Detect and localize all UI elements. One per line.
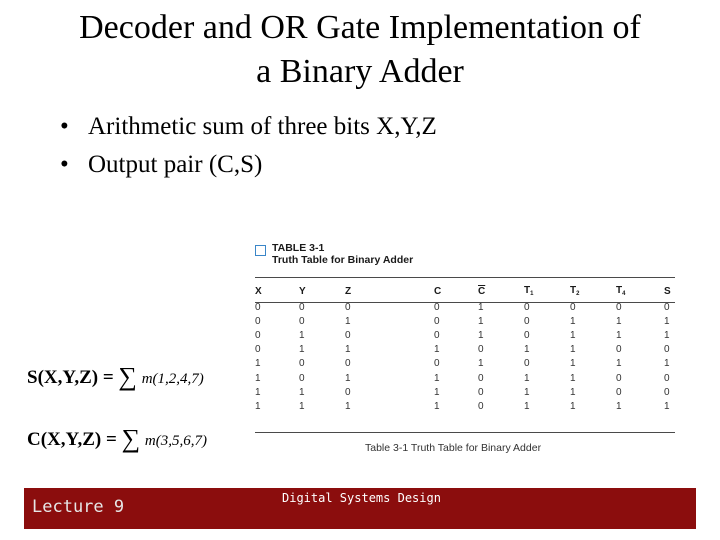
- table-cell: 1: [524, 400, 530, 412]
- table-cell: 1: [345, 372, 351, 384]
- table-body: [255, 300, 675, 414]
- table-cell: 1: [524, 344, 530, 356]
- truth-table: [255, 282, 675, 414]
- sum-lhs: S(X,Y,Z) =: [27, 367, 114, 388]
- table-cell: 1: [434, 344, 440, 356]
- table-cell: 0: [345, 329, 351, 341]
- table-cell: 1: [478, 358, 484, 370]
- table-cell: 1: [299, 329, 305, 341]
- table-cell: 0: [299, 301, 305, 313]
- table-cell: 1: [570, 358, 576, 370]
- table-cell: 0: [478, 400, 484, 412]
- table-cell: 1: [524, 372, 530, 384]
- table-cell: 1: [664, 315, 670, 327]
- table-cell: 0: [345, 358, 351, 370]
- table-cell: 0: [299, 358, 305, 370]
- table-row: [255, 300, 675, 314]
- table-cell: 0: [255, 344, 261, 356]
- course-label: Digital Systems Design: [282, 491, 441, 505]
- table-cell: 1: [434, 400, 440, 412]
- table-cell: 0: [478, 344, 484, 356]
- title-line-1: Decoder and OR Gate Implementation of: [79, 9, 641, 46]
- table-cell: 0: [664, 386, 670, 398]
- table-header-row: [255, 282, 675, 300]
- bullet-dot: •: [60, 151, 69, 178]
- table-cell: 0: [434, 315, 440, 327]
- table-cell: 1: [524, 386, 530, 398]
- carry-minterms: m(3,5,6,7): [144, 433, 207, 449]
- header-t2: $T_2$: [570, 285, 580, 297]
- table-cell: 1: [345, 315, 351, 327]
- bullet-text: Output pair (C,S): [88, 151, 263, 178]
- table-cell: 1: [345, 400, 351, 412]
- table-cell: 0: [664, 344, 670, 356]
- bullet-list: [60, 108, 437, 184]
- table-row: [255, 371, 675, 385]
- table-cell: 0: [255, 315, 261, 327]
- table-cell: 1: [664, 400, 670, 412]
- table-cell: 1: [255, 358, 261, 370]
- table-cell: 0: [524, 301, 530, 313]
- table-cell: 1: [570, 372, 576, 384]
- table-caption: Truth Table for Binary Adder: [272, 254, 414, 266]
- table-cell: 1: [255, 372, 261, 384]
- table-cell: 0: [434, 358, 440, 370]
- table-cell: 1: [616, 329, 622, 341]
- table-cell: 1: [616, 358, 622, 370]
- table-top-rule: [255, 277, 675, 278]
- table-cell: 1: [255, 400, 261, 412]
- table-cell: 0: [524, 315, 530, 327]
- table-row: [255, 314, 675, 328]
- table-cell: 0: [345, 386, 351, 398]
- table-cell: 0: [524, 329, 530, 341]
- header-z: Z: [345, 285, 352, 297]
- table-cell: 1: [478, 301, 484, 313]
- table-footer-caption: Table 3-1 Truth Table for Binary Adder: [365, 442, 542, 454]
- table-cell: 1: [664, 329, 670, 341]
- truth-table-figure: [255, 242, 675, 456]
- table-marker-icon: [255, 245, 266, 256]
- table-cell: 1: [616, 400, 622, 412]
- table-cell: 0: [616, 344, 622, 356]
- table-cell: 1: [434, 386, 440, 398]
- table-cell: 1: [616, 315, 622, 327]
- table-cell: 1: [478, 329, 484, 341]
- header-y: Y: [299, 285, 306, 297]
- slide-title: [0, 6, 720, 94]
- title-line-2: a Binary Adder: [256, 53, 464, 90]
- table-row: [255, 343, 675, 357]
- carry-equation: [27, 424, 207, 454]
- footer-bar: [24, 488, 696, 529]
- lecture-label: Lecture 9: [32, 497, 125, 517]
- table-cell: 0: [345, 301, 351, 313]
- bullet-dot: •: [60, 113, 69, 140]
- table-cell: 1: [570, 386, 576, 398]
- table-cell: 0: [524, 358, 530, 370]
- table-cell: 1: [478, 315, 484, 327]
- carry-lhs: C(X,Y,Z) =: [27, 429, 117, 450]
- table-cell: 1: [664, 358, 670, 370]
- table-cell: 1: [570, 344, 576, 356]
- sigma-symbol: ∑: [121, 424, 141, 453]
- table-row: [255, 385, 675, 399]
- bullet-item: [60, 108, 437, 146]
- sum-equation: [27, 362, 204, 392]
- table-cell: 0: [255, 301, 261, 313]
- table-row: [255, 328, 675, 342]
- table-row: [255, 399, 675, 413]
- sigma-symbol: ∑: [118, 362, 137, 391]
- header-x: X: [255, 285, 262, 297]
- table-cell: 0: [616, 372, 622, 384]
- header-c-bar: $\overline{C}$: [478, 285, 486, 297]
- table-cell: 1: [570, 400, 576, 412]
- table-cell: 0: [616, 386, 622, 398]
- table-cell: 1: [570, 315, 576, 327]
- header-c: C: [434, 285, 442, 297]
- table-cell: 1: [345, 344, 351, 356]
- table-heading: [255, 242, 675, 266]
- table-cell: 1: [570, 329, 576, 341]
- table-cell: 0: [664, 372, 670, 384]
- header-t1: $T_1$: [524, 285, 534, 297]
- table-cell: 1: [255, 386, 261, 398]
- table-cell: 0: [664, 301, 670, 313]
- bullet-item: [60, 146, 437, 184]
- sum-minterms: m(1,2,4,7): [141, 371, 204, 387]
- table-cell: 0: [616, 301, 622, 313]
- table-cell: 1: [299, 400, 305, 412]
- table-cell: 0: [478, 372, 484, 384]
- table-label: TABLE 3-1: [272, 242, 325, 254]
- table-cell: 1: [299, 344, 305, 356]
- table-cell: 0: [255, 329, 261, 341]
- table-bottom-rule: [255, 432, 675, 433]
- bullet-text: Arithmetic sum of three bits X,Y,Z: [88, 113, 437, 140]
- table-cell: 0: [299, 315, 305, 327]
- table-cell: 0: [570, 301, 576, 313]
- header-t4: $T_4$: [616, 285, 626, 297]
- table-cell: 0: [434, 329, 440, 341]
- table-row: [255, 357, 675, 371]
- header-s: S: [664, 285, 671, 297]
- table-cell: 0: [478, 386, 484, 398]
- table-cell: 1: [299, 386, 305, 398]
- table-cell: 1: [434, 372, 440, 384]
- table-cell: 0: [434, 301, 440, 313]
- table-cell: 0: [299, 372, 305, 384]
